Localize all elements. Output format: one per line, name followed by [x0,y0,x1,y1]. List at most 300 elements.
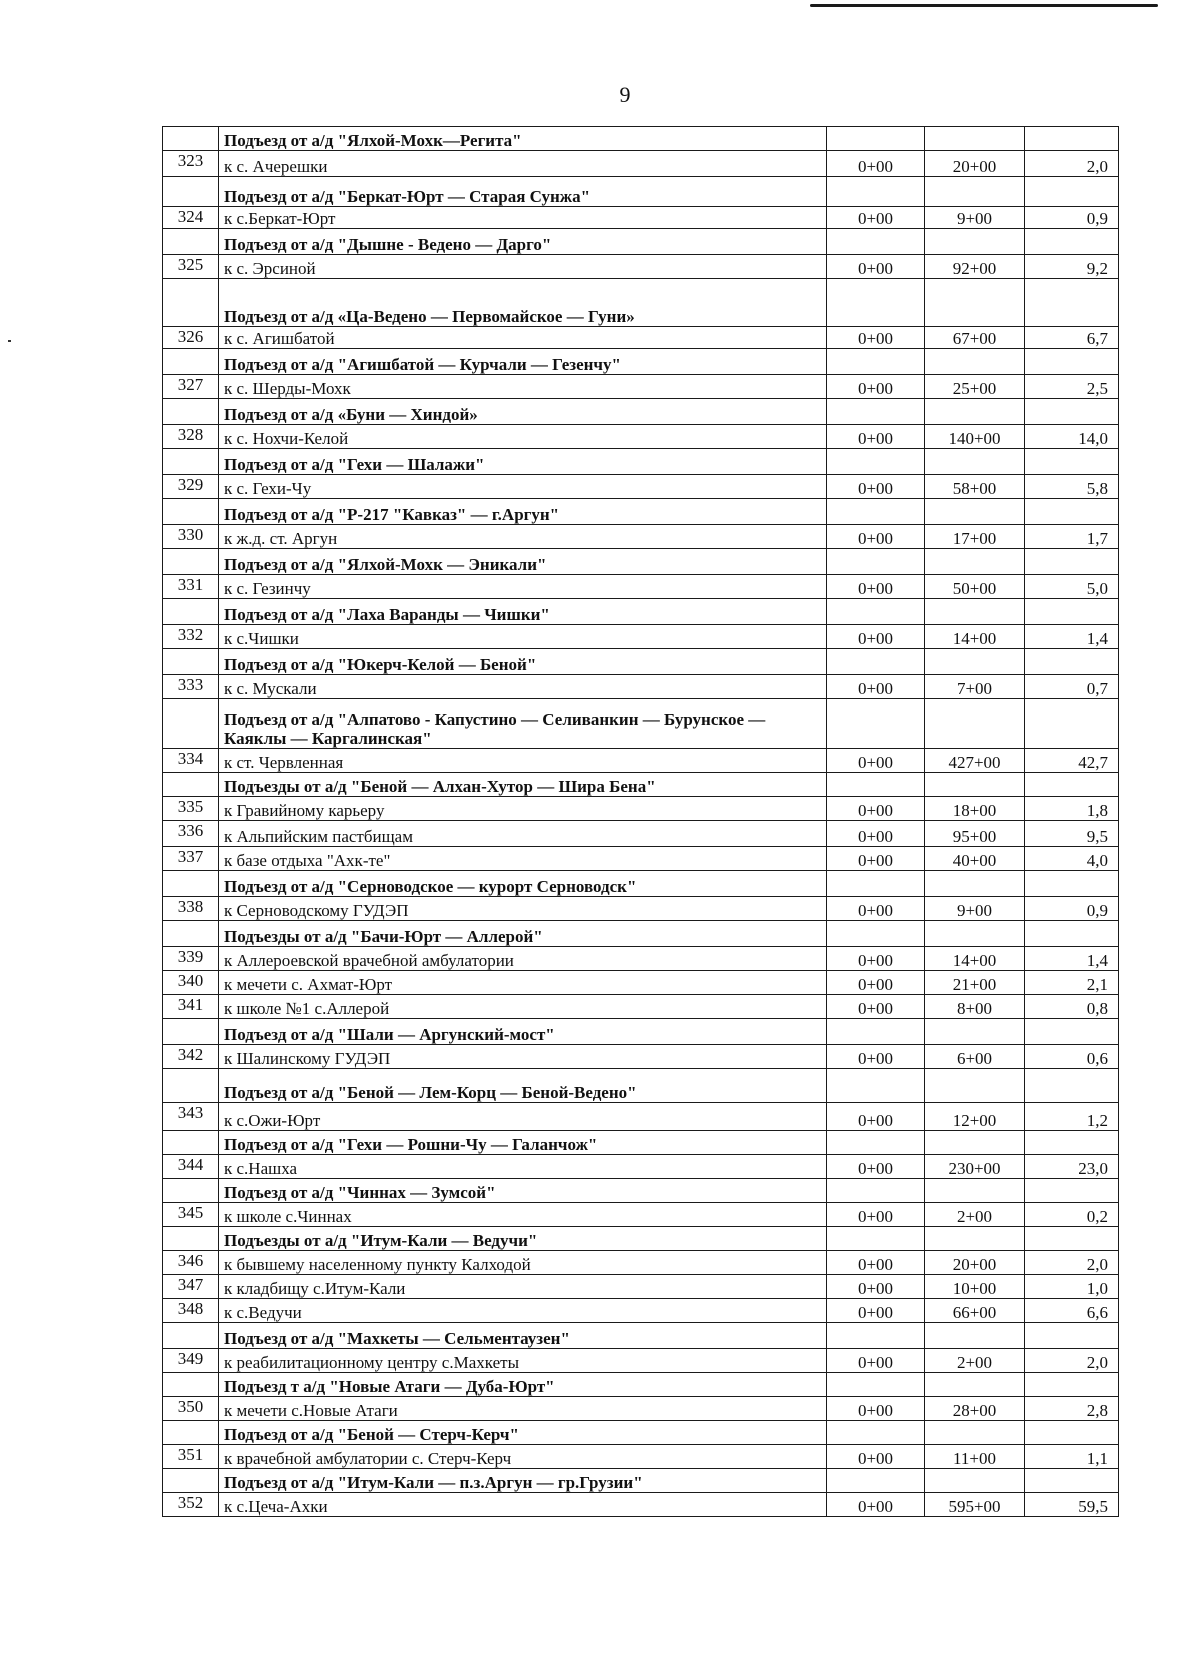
start-km-cell [827,177,925,207]
section-title: Подъезд от а/д "Агишбатой — Курчали — Гезенчу" [219,349,827,375]
length-km: 6,7 [1025,327,1119,349]
length-km: 9,5 [1025,821,1119,847]
row-number: 349 [163,1349,219,1373]
row-number-cell [163,1421,219,1445]
end-km: 427+00 [925,749,1025,773]
table-row [163,1349,1119,1373]
table-row [163,1155,1119,1179]
length-km: 2,0 [1025,151,1119,177]
road-name: к с. Ачерешки [219,151,827,177]
length-cell [1025,549,1119,575]
road-name: к с. Гезинчу [219,575,827,599]
end-km: 17+00 [925,525,1025,549]
row-number: 330 [163,525,219,549]
section-title: Подъезд от а/д "Дышне - Ведено — Дарго" [219,229,827,255]
end-km-cell [925,127,1025,151]
start-km: 0+00 [827,1349,925,1373]
end-km: 21+00 [925,971,1025,995]
road-name: к мечети с.Новые Атаги [219,1397,827,1421]
length-cell [1025,1469,1119,1493]
row-number: 337 [163,847,219,871]
row-number-cell [163,1373,219,1397]
start-km-cell [827,1019,925,1045]
road-name: к бывшему населенному пункту Калходой [219,1251,827,1275]
start-km: 0+00 [827,425,925,449]
row-number: 325 [163,255,219,279]
length-km: 6,6 [1025,1299,1119,1323]
section-header-row [163,549,1119,575]
length-km: 0,7 [1025,675,1119,699]
scan-speck [8,340,11,342]
section-title: Подъезд от а/д "Серноводское — курорт Серноводск" [219,871,827,897]
start-km-cell [827,649,925,675]
length-cell [1025,279,1119,327]
road-name: к Альпийским пастбищам [219,821,827,847]
start-km: 0+00 [827,375,925,399]
length-km: 1,2 [1025,1103,1119,1131]
end-km: 14+00 [925,625,1025,649]
start-km: 0+00 [827,749,925,773]
start-km: 0+00 [827,1155,925,1179]
start-km: 0+00 [827,797,925,821]
length-km: 2,1 [1025,971,1119,995]
section-header-row [163,1469,1119,1493]
section-header-row [163,1421,1119,1445]
row-number-cell [163,649,219,675]
row-number: 339 [163,947,219,971]
table-row [163,207,1119,229]
start-km: 0+00 [827,1203,925,1227]
section-title: Подъезд от а/д "Гехи — Рошни-Чу — Галанчож" [219,1131,827,1155]
start-km: 0+00 [827,995,925,1019]
length-km: 1,7 [1025,525,1119,549]
road-name: к школе с.Чиннах [219,1203,827,1227]
end-km: 20+00 [925,151,1025,177]
length-km: 9,2 [1025,255,1119,279]
section-header-row [163,1373,1119,1397]
row-number: 327 [163,375,219,399]
start-km-cell [827,1373,925,1397]
section-title: Подъезд от а/д "Алпатово - Капустино — Селиванкин — Бурунское — Каяклы — Каргалинская" [219,699,827,749]
table-row [163,1445,1119,1469]
end-km: 8+00 [925,995,1025,1019]
row-number-cell [163,279,219,327]
start-km: 0+00 [827,1275,925,1299]
length-km: 5,8 [1025,475,1119,499]
row-number-cell [163,549,219,575]
length-cell [1025,649,1119,675]
length-cell [1025,1019,1119,1045]
row-number: 340 [163,971,219,995]
row-number: 344 [163,1155,219,1179]
section-header-row [163,177,1119,207]
table-row [163,1275,1119,1299]
end-km-cell [925,699,1025,749]
end-km-cell [925,599,1025,625]
start-km: 0+00 [827,675,925,699]
section-header-row [163,499,1119,525]
section-header-row [163,229,1119,255]
length-cell [1025,349,1119,375]
start-km: 0+00 [827,971,925,995]
row-number: 342 [163,1045,219,1069]
road-name: к с.Цеча-Ахки [219,1493,827,1517]
length-km: 5,0 [1025,575,1119,599]
section-header-row [163,773,1119,797]
section-title: Подъезды от а/д "Бачи-Юрт — Аллерой" [219,921,827,947]
road-name: к с. Гехи-Чу [219,475,827,499]
length-cell [1025,1227,1119,1251]
length-cell [1025,177,1119,207]
section-header-row [163,279,1119,327]
road-name: к с.Чишки [219,625,827,649]
row-number: 347 [163,1275,219,1299]
start-km: 0+00 [827,327,925,349]
length-km: 59,5 [1025,1493,1119,1517]
end-km: 230+00 [925,1155,1025,1179]
row-number-cell [163,499,219,525]
section-title: Подъезд от а/д «Буни — Хиндой» [219,399,827,425]
section-title: Подъезд от а/д "Ялхой-Мохк — Эникали" [219,549,827,575]
table-row [163,1493,1119,1517]
end-km: 20+00 [925,1251,1025,1275]
row-number: 343 [163,1103,219,1131]
start-km-cell [827,449,925,475]
length-cell [1025,399,1119,425]
table-row [163,475,1119,499]
section-title: Подъезд от а/д "Беной — Стерч-Керч" [219,1421,827,1445]
row-number: 341 [163,995,219,1019]
length-cell [1025,1373,1119,1397]
row-number-cell [163,177,219,207]
end-km: 28+00 [925,1397,1025,1421]
end-km: 40+00 [925,847,1025,871]
end-km: 7+00 [925,675,1025,699]
table-row [163,821,1119,847]
table-row [163,797,1119,821]
end-km-cell [925,349,1025,375]
start-km: 0+00 [827,897,925,921]
start-km: 0+00 [827,1299,925,1323]
section-header-row [163,599,1119,625]
end-km-cell [925,1373,1025,1397]
section-title: Подъезды от а/д "Итум-Кали — Ведучи" [219,1227,827,1251]
start-km: 0+00 [827,1493,925,1517]
end-km: 595+00 [925,1493,1025,1517]
start-km-cell [827,1069,925,1103]
start-km-cell [827,349,925,375]
row-number: 328 [163,425,219,449]
table-row [163,1397,1119,1421]
row-number-cell [163,399,219,425]
length-km: 0,2 [1025,1203,1119,1227]
row-number: 336 [163,821,219,847]
start-km-cell [827,1421,925,1445]
start-km-cell [827,499,925,525]
road-name: к с. Мускали [219,675,827,699]
section-header-row [163,649,1119,675]
start-km: 0+00 [827,475,925,499]
start-km-cell [827,871,925,897]
section-title: Подъезд от а/д "Чиннах — Зумсой" [219,1179,827,1203]
length-km: 23,0 [1025,1155,1119,1179]
section-title: Подъезд от а/д "Итум-Кали — п.з.Аргун — гр.Грузии" [219,1469,827,1493]
end-km: 14+00 [925,947,1025,971]
roads-table-body [163,127,1119,1517]
start-km: 0+00 [827,1397,925,1421]
row-number-cell [163,1323,219,1349]
table-row [163,675,1119,699]
table-row [163,1299,1119,1323]
row-number-cell [163,1469,219,1493]
section-header-row [163,349,1119,375]
row-number: 346 [163,1251,219,1275]
start-km: 0+00 [827,821,925,847]
end-km: 66+00 [925,1299,1025,1323]
section-title: Подъезд от а/д "Р-217 "Кавказ" — г.Аргун" [219,499,827,525]
end-km: 18+00 [925,797,1025,821]
row-number: 323 [163,151,219,177]
end-km-cell [925,279,1025,327]
table-row [163,749,1119,773]
end-km-cell [925,1323,1025,1349]
end-km-cell [925,177,1025,207]
section-header-row [163,921,1119,947]
length-cell [1025,127,1119,151]
road-name: к врачебной амбулатории с. Стерч-Керч [219,1445,827,1469]
table-row [163,255,1119,279]
length-cell [1025,1069,1119,1103]
start-km-cell [827,127,925,151]
section-title: Подъезд от а/д "Махкеты — Сельментаузен" [219,1323,827,1349]
end-km-cell [925,1131,1025,1155]
table-row [163,327,1119,349]
length-km: 1,1 [1025,1445,1119,1469]
road-name: к реабилитационному центру с.Махкеты [219,1349,827,1373]
section-title: Подъезд т а/д "Новые Атаги — Дуба-Юрт" [219,1373,827,1397]
start-km-cell [827,1227,925,1251]
end-km: 11+00 [925,1445,1025,1469]
table-row [163,625,1119,649]
row-number: 324 [163,207,219,229]
end-km-cell [925,649,1025,675]
section-header-row [163,1227,1119,1251]
end-km-cell [925,499,1025,525]
row-number: 351 [163,1445,219,1469]
road-name: к с. Нохчи-Келой [219,425,827,449]
length-km: 2,0 [1025,1349,1119,1373]
table-row [163,575,1119,599]
section-title: Подъезды от а/д "Беной — Алхан-Хутор — Шира Бена" [219,773,827,797]
road-name: к кладбищу с.Итум-Кали [219,1275,827,1299]
start-km: 0+00 [827,255,925,279]
table-row [163,1251,1119,1275]
length-km: 1,0 [1025,1275,1119,1299]
section-header-row [163,699,1119,749]
length-cell [1025,921,1119,947]
end-km-cell [925,1469,1025,1493]
end-km-cell [925,1179,1025,1203]
end-km-cell [925,871,1025,897]
end-km: 95+00 [925,821,1025,847]
start-km: 0+00 [827,207,925,229]
length-km: 1,4 [1025,625,1119,649]
length-cell [1025,599,1119,625]
end-km: 10+00 [925,1275,1025,1299]
row-number-cell [163,699,219,749]
section-header-row [163,1019,1119,1045]
road-name: к с.Ожи-Юрт [219,1103,827,1131]
length-cell [1025,229,1119,255]
length-km: 14,0 [1025,425,1119,449]
start-km: 0+00 [827,947,925,971]
length-cell [1025,1131,1119,1155]
start-km-cell [827,399,925,425]
row-number: 345 [163,1203,219,1227]
start-km-cell [827,699,925,749]
length-cell [1025,1421,1119,1445]
table-row [163,1103,1119,1131]
end-km: 2+00 [925,1349,1025,1373]
row-number-cell [163,599,219,625]
road-name: к мечети с. Ахмат-Юрт [219,971,827,995]
table-row [163,847,1119,871]
road-name: к ж.д. ст. Аргун [219,525,827,549]
road-name: к с.Ведучи [219,1299,827,1323]
length-cell [1025,871,1119,897]
row-number-cell [163,773,219,797]
start-km: 0+00 [827,525,925,549]
row-number-cell [163,127,219,151]
end-km: 2+00 [925,1203,1025,1227]
row-number-cell [163,349,219,375]
section-title: Подъезд от а/д «Ца-Ведено — Первомайское — Гуни» [219,279,827,327]
scan-edge-line [810,4,1158,7]
row-number-cell [163,449,219,475]
row-number-cell [163,1069,219,1103]
length-km: 0,9 [1025,207,1119,229]
end-km: 25+00 [925,375,1025,399]
start-km-cell [827,921,925,947]
start-km-cell [827,229,925,255]
table-row [163,897,1119,921]
start-km: 0+00 [827,1045,925,1069]
start-km-cell [827,1469,925,1493]
length-cell [1025,449,1119,475]
end-km-cell [925,1227,1025,1251]
length-km: 1,8 [1025,797,1119,821]
row-number: 329 [163,475,219,499]
table-row [163,1045,1119,1069]
row-number-cell [163,921,219,947]
end-km-cell [925,229,1025,255]
end-km-cell [925,1069,1025,1103]
row-number: 334 [163,749,219,773]
road-name: к с.Нашха [219,1155,827,1179]
end-km: 140+00 [925,425,1025,449]
start-km-cell [827,279,925,327]
page-number: 9 [619,82,631,107]
start-km-cell [827,1323,925,1349]
length-km: 1,4 [1025,947,1119,971]
length-km: 0,8 [1025,995,1119,1019]
end-km-cell [925,1019,1025,1045]
start-km: 0+00 [827,1103,925,1131]
section-header-row [163,449,1119,475]
section-title: Подъезд от а/д "Юкерч-Келой — Беной" [219,649,827,675]
end-km-cell [925,1421,1025,1445]
end-km-cell [925,399,1025,425]
section-header-row [163,127,1119,151]
row-number: 326 [163,327,219,349]
row-number-cell [163,229,219,255]
road-name: к с. Агишбатой [219,327,827,349]
row-number-cell [163,1179,219,1203]
table-row [163,375,1119,399]
table-row [163,525,1119,549]
table-row [163,947,1119,971]
section-header-row [163,871,1119,897]
table-row [163,425,1119,449]
road-name: к школе №1 с.Аллерой [219,995,827,1019]
length-km: 42,7 [1025,749,1119,773]
table-row [163,995,1119,1019]
row-number: 335 [163,797,219,821]
length-km: 4,0 [1025,847,1119,871]
end-km-cell [925,773,1025,797]
section-title: Подъезд от а/д "Шали — Аргунский-мост" [219,1019,827,1045]
length-km: 2,5 [1025,375,1119,399]
section-header-row [163,399,1119,425]
section-title: Подъезд от а/д "Ялхой-Мохк—Регита" [219,127,827,151]
roads-table [162,126,1119,1517]
row-number-cell [163,1019,219,1045]
end-km-cell [925,449,1025,475]
end-km: 9+00 [925,897,1025,921]
length-cell [1025,1179,1119,1203]
length-km: 2,8 [1025,1397,1119,1421]
length-km: 0,6 [1025,1045,1119,1069]
row-number-cell [163,871,219,897]
road-name: к ст. Червленная [219,749,827,773]
end-km: 50+00 [925,575,1025,599]
section-title: Подъезд от а/д "Лаха Варанды — Чишки" [219,599,827,625]
end-km: 58+00 [925,475,1025,499]
section-header-row [163,1069,1119,1103]
start-km: 0+00 [827,1445,925,1469]
row-number: 332 [163,625,219,649]
row-number-cell [163,1131,219,1155]
road-name: к с. Эрсиной [219,255,827,279]
start-km: 0+00 [827,151,925,177]
road-name: к базе отдыха "Ахк-те" [219,847,827,871]
row-number: 352 [163,1493,219,1517]
end-km: 9+00 [925,207,1025,229]
start-km: 0+00 [827,847,925,871]
end-km: 92+00 [925,255,1025,279]
road-name: к с.Беркат-Юрт [219,207,827,229]
section-header-row [163,1323,1119,1349]
section-header-row [163,1179,1119,1203]
length-km: 2,0 [1025,1251,1119,1275]
start-km-cell [827,1179,925,1203]
length-cell [1025,499,1119,525]
row-number: 350 [163,1397,219,1421]
length-km: 0,9 [1025,897,1119,921]
road-name: к Серноводскому ГУДЭП [219,897,827,921]
section-title: Подъезд от а/д "Беной — Лем-Корц — Беной-Ведено" [219,1069,827,1103]
length-cell [1025,1323,1119,1349]
